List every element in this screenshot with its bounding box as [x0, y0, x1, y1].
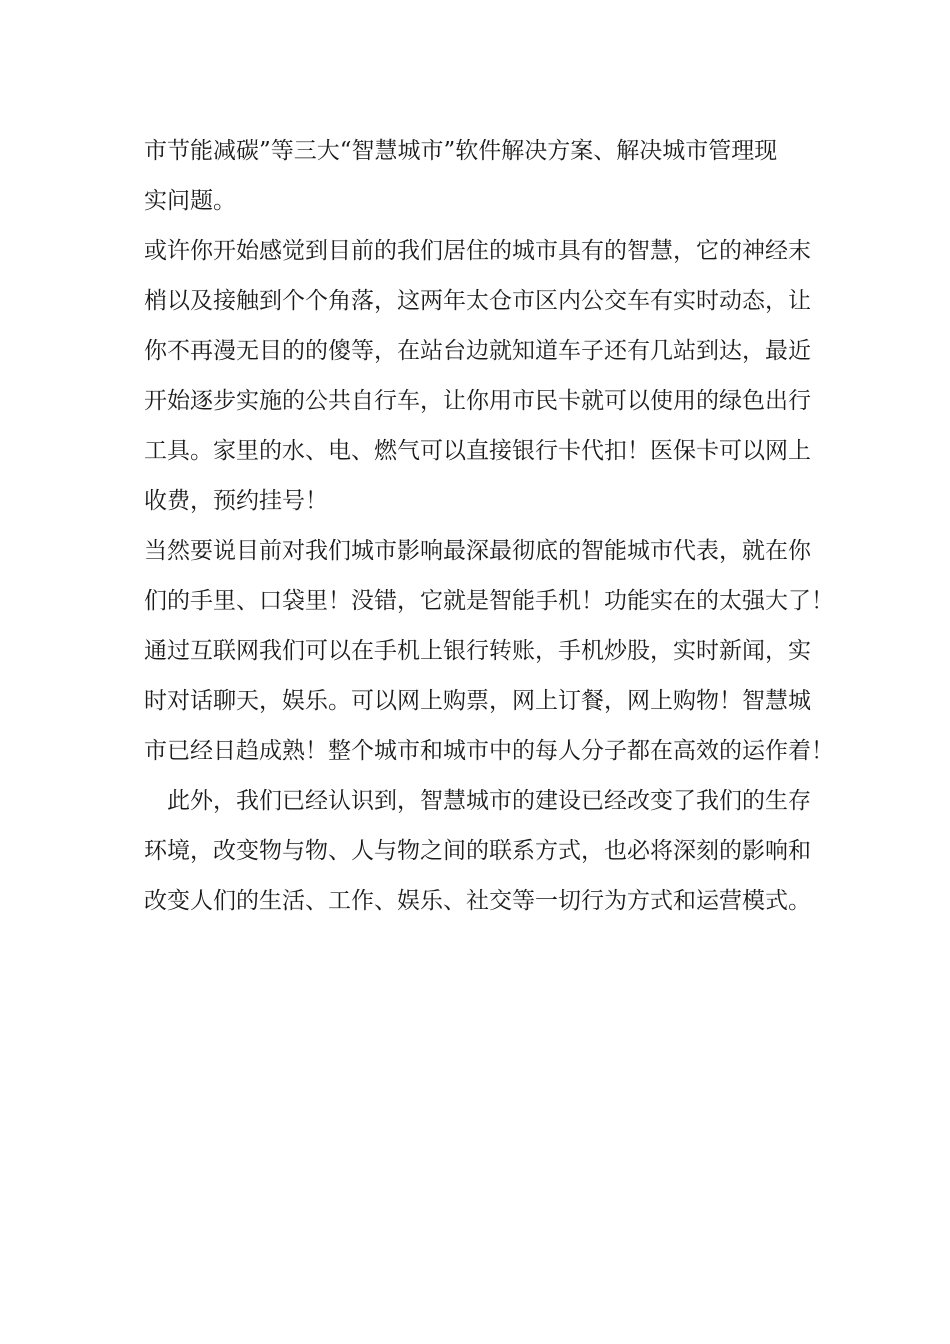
text-line: 收费，预约挂号！	[144, 488, 328, 514]
text-line: 工具。家里的水、电、燃气可以直接银行卡代扣！医保卡可以网上	[144, 438, 811, 464]
text-line: 你不再漫无目的的傻等，在站台边就知道车子还有几站到达，最近	[144, 338, 811, 364]
text-line: 市已经日趋成熟！整个城市和城市中的每人分子都在高效的运作着！	[144, 738, 834, 764]
text-line: 们的手里、口袋里！没错，它就是智能手机！功能实在的太强大了！	[144, 588, 834, 614]
text-line: 此外，我们已经认识到，智慧城市的建设已经改变了我们的生存	[144, 788, 811, 814]
text-line: 实问题。	[144, 188, 236, 214]
text-line: 通过互联网我们可以在手机上银行转账，手机炒股，实时新闻，实	[144, 638, 811, 664]
text-line: 开始逐步实施的公共自行车，让你用市民卡就可以使用的绿色出行	[144, 388, 811, 414]
text-line: 当然要说目前对我们城市影响最深最彻底的智能城市代表，就在你	[144, 538, 811, 564]
text-line: 环境，改变物与物、人与物之间的联系方式，也必将深刻的影响和	[144, 838, 811, 864]
text-line: 改变人们的生活、工作、娱乐、社交等一切行为方式和运营模式。	[144, 888, 811, 914]
text-line: 市节能减碳”等三大“智慧城市”软件解决方案、解决城市管理现	[144, 138, 778, 164]
text-line: 或许你开始感觉到目前的我们居住的城市具有的智慧，它的神经末	[144, 238, 811, 264]
body-text	[144, 126, 834, 926]
text-line: 时对话聊天，娱乐。可以网上购票，网上订餐，网上购物！智慧城	[144, 688, 811, 714]
text-line: 梢以及接触到个个角落，这两年太仓市区内公交车有实时动态，让	[144, 288, 811, 314]
